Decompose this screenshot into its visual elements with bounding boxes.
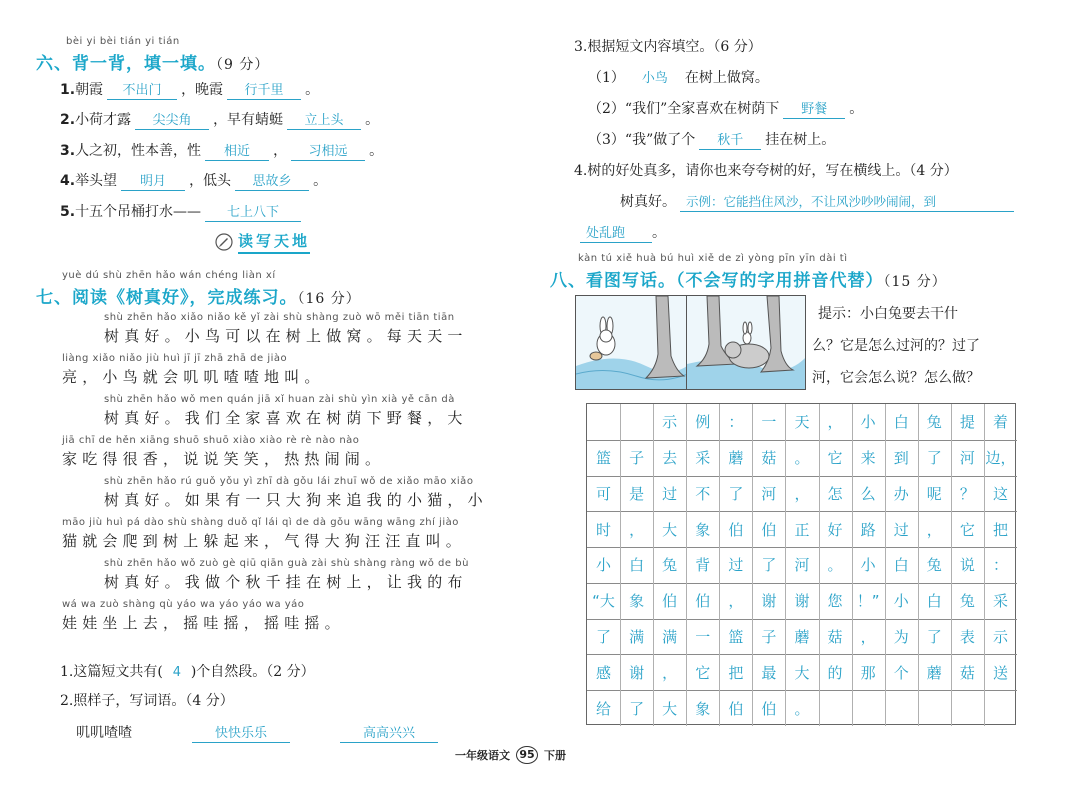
grid-cell[interactable]: “大 <box>592 592 615 611</box>
q-text: 。 <box>305 82 320 98</box>
grid-cell[interactable]: 。 <box>794 449 810 468</box>
grid-cell[interactable]: 菇 <box>761 449 777 468</box>
grid-cell[interactable]: 河 <box>959 449 975 468</box>
answer-field[interactable]: 秋千 <box>699 129 761 150</box>
grid-cell[interactable]: 兔 <box>926 556 942 575</box>
grid-cell[interactable]: 小 <box>893 592 909 611</box>
sec6-q1 <box>60 79 319 100</box>
passage-pinyin: māo jiù huì pá dào shù shàng duǒ qǐ lái qì de dà gǒu wāng wāng zhí jiào <box>62 517 459 528</box>
passage-pinyin: shù zhēn hǎo wǒ men quán jiā xǐ huan zài shù yìn xià yě cān dà <box>104 394 455 405</box>
q-text: 举头望 <box>75 173 118 189</box>
grid-cell[interactable]: 表 <box>959 628 975 647</box>
writing-grid[interactable] <box>586 403 1016 725</box>
footer-grade: 一年级语文 <box>455 749 510 762</box>
grid-cell[interactable]: 路 <box>860 520 876 539</box>
q-text: 。 <box>652 225 666 241</box>
grid-cell[interactable]: 满 <box>629 628 645 647</box>
grid-cell[interactable]: 这 <box>992 484 1008 503</box>
passage-pinyin: liàng xiǎo niǎo jiù huì jī jī zhā zhā de jiào <box>62 353 288 364</box>
elephant-carrying-rabbit-illustration <box>687 296 806 390</box>
grid-cell[interactable]: ， <box>926 520 942 539</box>
q-text: 十五个吊桶打水—— <box>75 204 202 220</box>
grid-cell[interactable]: 谢 <box>761 592 777 611</box>
grid-cell[interactable]: 兔 <box>662 556 678 575</box>
q-text: 。 <box>369 143 384 159</box>
answer-field[interactable]: 小鸟 <box>641 71 668 86</box>
passage-pinyin: shù zhēn hǎo xiǎo niǎo kě yǐ zài shù shàng zuò wō měi tiān tiān <box>104 312 455 323</box>
grid-cell[interactable]: 您 <box>827 592 843 611</box>
sec7-q3a <box>588 67 769 87</box>
grid-cell[interactable]: 最 <box>761 663 777 682</box>
passage-pinyin: wá wa zuò shàng qù yáo wa yáo yáo wa yáo <box>62 599 305 610</box>
sec6-q2 <box>60 109 379 130</box>
grid-cell[interactable] <box>587 404 620 440</box>
sec8-title <box>550 266 947 291</box>
rabbit-basket-illustration <box>576 296 695 390</box>
sec6-pinyin: bèi yi bèi tián yi tián <box>66 36 180 47</box>
q-text: ，晚霞 <box>181 82 224 98</box>
grid-cell[interactable]: 白 <box>893 413 909 432</box>
grid-cell[interactable]: ， <box>827 413 843 432</box>
grid-cell[interactable]: 白 <box>926 592 942 611</box>
grid-cell[interactable]: 了 <box>629 699 645 718</box>
sec8-hint-3: 河，它会怎么说？怎么做？ <box>812 370 980 386</box>
grid-cell[interactable]: 示 <box>992 628 1008 647</box>
sec6-q5 <box>60 201 305 222</box>
passage-line: 树真好。如果有一只大狗来追我的小猫，小 <box>104 491 488 509</box>
sec6-score: （9 分） <box>216 57 270 73</box>
q-text: 在树上做窝。 <box>684 70 769 86</box>
q-num: 3. <box>60 143 76 159</box>
grid-cell[interactable]: 一 <box>695 628 711 647</box>
sec6-title-text: 六、背一背，填一填。 <box>36 54 216 74</box>
grid-cell[interactable]: 采 <box>695 449 711 468</box>
answer-field[interactable]: 快快乐乐 <box>192 722 290 743</box>
grid-cell[interactable]: ， <box>728 592 744 611</box>
sec6-q4 <box>60 170 327 191</box>
q-text: （2）“我们”全家喜欢在树荫下 <box>588 101 780 117</box>
grid-cell[interactable]: 不 <box>695 484 711 503</box>
passage-line: 娃娃坐上去，摇哇摇，摇哇摇。 <box>62 614 345 632</box>
sec6-title <box>36 49 269 74</box>
passage-pinyin: shù zhēn hǎo wǒ zuò gè qiū qiān guà zài shù shàng ràng wǒ de bù <box>104 558 469 569</box>
grid-cell[interactable]: ！” <box>856 592 880 611</box>
sec8-score: （15 分） <box>883 274 947 290</box>
pen-book-icon <box>214 232 234 252</box>
read-write-badge <box>214 230 310 254</box>
grid-cell[interactable]: 了 <box>926 628 942 647</box>
grid-cell[interactable]: 来 <box>860 449 876 468</box>
grid-cell[interactable]: 那 <box>860 663 876 682</box>
q-text: ，早有蜻蜓 <box>213 112 284 128</box>
grid-cell[interactable] <box>918 690 951 726</box>
answer-field[interactable]: 明月 <box>121 170 185 191</box>
grid-cell[interactable]: 去 <box>662 449 678 468</box>
grid-cell[interactable] <box>951 690 984 726</box>
answer-field[interactable]: 立上头 <box>287 109 361 130</box>
q-text: 。 <box>849 101 864 117</box>
grid-cell[interactable]: 时 <box>596 520 612 539</box>
grid-cell[interactable]: 兔 <box>926 413 942 432</box>
sec7-q1 <box>60 661 315 681</box>
page-number: 95 <box>516 746 538 764</box>
grid-cell[interactable]: 伯 <box>662 592 678 611</box>
answer-field[interactable]: 处乱跑 <box>580 222 652 243</box>
passage-line: 家吃得很香，说说笑笑，热热闹闹。 <box>62 450 386 468</box>
grid-cell[interactable]: 送 <box>992 663 1008 682</box>
grid-cell[interactable]: 正 <box>794 520 810 539</box>
sec7-q4: 4.树的好处真多，请你也来夸夸树的好，写在横线上。（4 分） <box>574 163 958 179</box>
grid-cell[interactable]: 伯 <box>761 699 777 718</box>
grid-cell[interactable]: 示 <box>662 413 678 432</box>
grid-cell[interactable] <box>620 404 653 440</box>
grid-cell[interactable]: 了 <box>596 628 612 647</box>
answer-field[interactable]: 高高兴兴 <box>340 722 438 743</box>
grid-cell[interactable]: 河 <box>794 556 810 575</box>
grid-cell[interactable]: 大 <box>662 699 678 718</box>
grid-cell[interactable]: 菇 <box>827 628 843 647</box>
sec8-hint-2: 么？它是怎么过河的？过了 <box>812 338 980 354</box>
grid-cell[interactable]: 蘑 <box>926 663 942 682</box>
grid-cell[interactable]: ： <box>992 556 1008 575</box>
grid-cell[interactable]: 伯 <box>761 520 777 539</box>
grid-cell[interactable]: 了 <box>761 556 777 575</box>
grid-cell[interactable]: ， <box>794 484 810 503</box>
grid-cell[interactable]: 伯 <box>728 520 744 539</box>
passage-line: 树真好。小鸟可以在树上做窝。每天天一 <box>104 327 468 345</box>
q-text: ，低头 <box>189 173 232 189</box>
q-text: 挂在树上。 <box>765 132 836 148</box>
grid-cell[interactable]: 呢 <box>926 484 942 503</box>
picture-rabbit-river <box>575 295 695 390</box>
grid-cell[interactable]: 伯 <box>695 592 711 611</box>
grid-cell[interactable]: 白 <box>629 556 645 575</box>
sec7-q3b <box>588 98 863 119</box>
passage-line: 亮，小鸟就会叽叽喳喳地叫。 <box>62 368 325 386</box>
footer-volume: 下册 <box>544 749 566 762</box>
grid-cell[interactable]: 办 <box>893 484 909 503</box>
grid-cell[interactable]: 一 <box>761 413 777 432</box>
q-text: 2.照样子，写词语。（4 分） <box>60 693 234 709</box>
q-num: 2. <box>60 112 76 128</box>
grid-cell[interactable]: 个 <box>893 663 909 682</box>
grid-cell[interactable]: ， <box>629 520 645 539</box>
grid-cell[interactable]: 到 <box>893 449 909 468</box>
sec8-title-text: 八、看图写话。（不会写的字用拼音代替） <box>550 271 884 291</box>
q-num: 1. <box>60 82 76 98</box>
grid-cell[interactable]: 篮 <box>596 449 612 468</box>
q-text: 。 <box>365 112 380 128</box>
grid-cell[interactable] <box>852 690 885 726</box>
grid-cell[interactable]: 蘑 <box>794 628 810 647</box>
grid-cell[interactable]: 说 <box>959 556 975 575</box>
sec7-title <box>36 283 361 308</box>
answer-field[interactable]: 野餐 <box>783 98 845 119</box>
grid-cell[interactable]: ？ <box>959 484 975 503</box>
grid-cell[interactable]: 它 <box>695 663 711 682</box>
sec7-q2 <box>60 690 234 710</box>
grid-cell[interactable]: 伯 <box>728 699 744 718</box>
q-text: （3）“我”做了个 <box>588 132 696 148</box>
grid-cell[interactable]: 小 <box>860 413 876 432</box>
grid-cell[interactable] <box>984 690 1017 726</box>
answer-field[interactable]: 行千里 <box>227 79 301 100</box>
grid-cell[interactable]: 提 <box>959 413 975 432</box>
grid-cell[interactable]: 为 <box>893 628 909 647</box>
q-text: 。 <box>313 173 328 189</box>
badge-label: 读写天地 <box>238 230 310 254</box>
grid-cell[interactable]: 象 <box>629 592 645 611</box>
sec7-q3: 3.根据短文内容填空。（6 分） <box>574 39 762 55</box>
grid-cell[interactable] <box>885 690 918 726</box>
sec7-title-text: 七、阅读《树真好》，完成练习。 <box>36 288 298 308</box>
grid-cell[interactable]: 谢 <box>794 592 810 611</box>
grid-cell[interactable]: 它 <box>827 449 843 468</box>
grid-cell[interactable]: 把 <box>728 663 744 682</box>
q-text: ， <box>273 143 288 159</box>
answer-field[interactable]: 思故乡 <box>235 170 309 191</box>
grid-cell[interactable]: ， <box>860 628 876 647</box>
grid-cell[interactable]: 感 <box>596 663 612 682</box>
grid-cell[interactable]: 天 <box>794 413 810 432</box>
q-text: )个自然段。（2 分） <box>190 664 315 680</box>
grid-cell[interactable]: 谢 <box>629 663 645 682</box>
grid-cell[interactable]: 象 <box>695 699 711 718</box>
sec7-q2-answers <box>188 722 442 743</box>
answer-field[interactable]: 七上八下 <box>205 201 301 222</box>
grid-cell[interactable]: 。 <box>827 556 843 575</box>
grid-cell[interactable]: 过 <box>728 556 744 575</box>
grid-cell[interactable]: 把 <box>992 520 1008 539</box>
sec7-q4-answer1 <box>620 191 1018 212</box>
passage-pinyin: jiā chī de hěn xiāng shuō shuō xiào xiào rè rè nào nào <box>62 435 360 446</box>
sec7-q4-answer2 <box>580 222 666 243</box>
grid-cell[interactable]: 。 <box>794 699 810 718</box>
grid-cell[interactable]: 了 <box>926 449 942 468</box>
grid-cell[interactable]: 满 <box>662 628 678 647</box>
q-text: 树真好。 <box>620 194 676 210</box>
sec7-q2-example: 叽叽喳喳 <box>76 725 132 741</box>
passage-pinyin: shù zhēn hǎo rú guǒ yǒu yì zhī dà gǒu lái zhuī wǒ de xiǎo māo xiǎo <box>104 476 474 487</box>
q-text: 小荷才露 <box>75 112 132 128</box>
grid-cell[interactable]: 是 <box>629 484 645 503</box>
grid-cell[interactable]: ： <box>728 413 744 432</box>
grid-cell[interactable]: 的 <box>827 663 843 682</box>
grid-cell[interactable]: 子 <box>629 449 645 468</box>
q-text: 人之初，性本善，性 <box>75 143 202 159</box>
grid-cell[interactable]: 给 <box>596 699 612 718</box>
grid-cell[interactable]: 大 <box>794 663 810 682</box>
sec7-q3c <box>588 129 835 150</box>
answer-field[interactable]: 尖尖角 <box>135 109 209 130</box>
passage-line: 树真好。我做个秋千挂在树上，让我的布 <box>104 573 468 591</box>
answer-field[interactable]: 不出门 <box>107 79 177 100</box>
grid-cell[interactable]: 可 <box>596 484 612 503</box>
q-num: 5. <box>60 204 76 220</box>
q-text: （1） <box>588 70 625 86</box>
grid-cell[interactable]: 篮 <box>728 628 744 647</box>
grid-cell[interactable]: 河 <box>761 484 777 503</box>
picture-elephant-river <box>686 295 806 390</box>
grid-cell[interactable]: 边， <box>985 449 1016 468</box>
grid-cell[interactable]: 小 <box>596 556 612 575</box>
sec7-pinyin: yuè dú shù zhēn hǎo wán chéng liàn xí <box>62 270 276 281</box>
grid-cell[interactable]: 背 <box>695 556 711 575</box>
grid-cell[interactable]: 菇 <box>959 663 975 682</box>
answer-field[interactable]: 示例：它能挡住风沙，不让风沙吵吵闹闹，到 <box>680 192 1014 212</box>
grid-cell[interactable]: 过 <box>662 484 678 503</box>
grid-cell[interactable]: 子 <box>761 628 777 647</box>
grid-cell[interactable]: 采 <box>992 592 1008 611</box>
grid-cell[interactable]: 蘑 <box>728 449 744 468</box>
q-text: 1.这篇短文共有( <box>60 664 163 680</box>
sec7-score: （16 分） <box>297 291 361 307</box>
grid-cell[interactable]: 小 <box>860 556 876 575</box>
q-text: 朝霞 <box>75 82 104 98</box>
answer-field[interactable]: 相近 <box>205 140 269 161</box>
passage-line: 树真好。我们全家喜欢在树荫下野餐，大 <box>104 409 468 427</box>
grid-cell[interactable]: 象 <box>695 520 711 539</box>
sec6-q3 <box>60 140 383 161</box>
q-num: 4. <box>60 173 76 189</box>
passage-line: 猫就会爬到树上躲起来，气得大狗汪汪直叫。 <box>62 532 467 550</box>
sec8-hint-1: 提示：小白兔要去干什 <box>818 306 958 322</box>
grid-cell[interactable]: 兔 <box>959 592 975 611</box>
grid-cell[interactable]: 么 <box>860 484 876 503</box>
page-footer <box>455 746 566 764</box>
grid-cell[interactable]: 了 <box>728 484 744 503</box>
answer-field[interactable]: 4 <box>172 665 181 680</box>
sec8-pinyin: kàn tú xiě huà bú huì xiě de zì yòng pīn yīn dài tì <box>578 253 848 264</box>
answer-field[interactable]: 习相远 <box>291 140 365 161</box>
grid-cell[interactable] <box>819 690 852 726</box>
grid-cell[interactable]: 例 <box>695 413 711 432</box>
grid-cell[interactable]: 好 <box>827 520 843 539</box>
grid-cell[interactable]: 白 <box>893 556 909 575</box>
grid-cell[interactable]: 它 <box>959 520 975 539</box>
grid-cell[interactable]: 怎 <box>827 484 843 503</box>
grid-cell[interactable]: ， <box>662 663 678 682</box>
grid-cell[interactable]: 过 <box>893 520 909 539</box>
grid-cell[interactable]: 着 <box>992 413 1008 432</box>
grid-cell[interactable]: 大 <box>662 520 678 539</box>
